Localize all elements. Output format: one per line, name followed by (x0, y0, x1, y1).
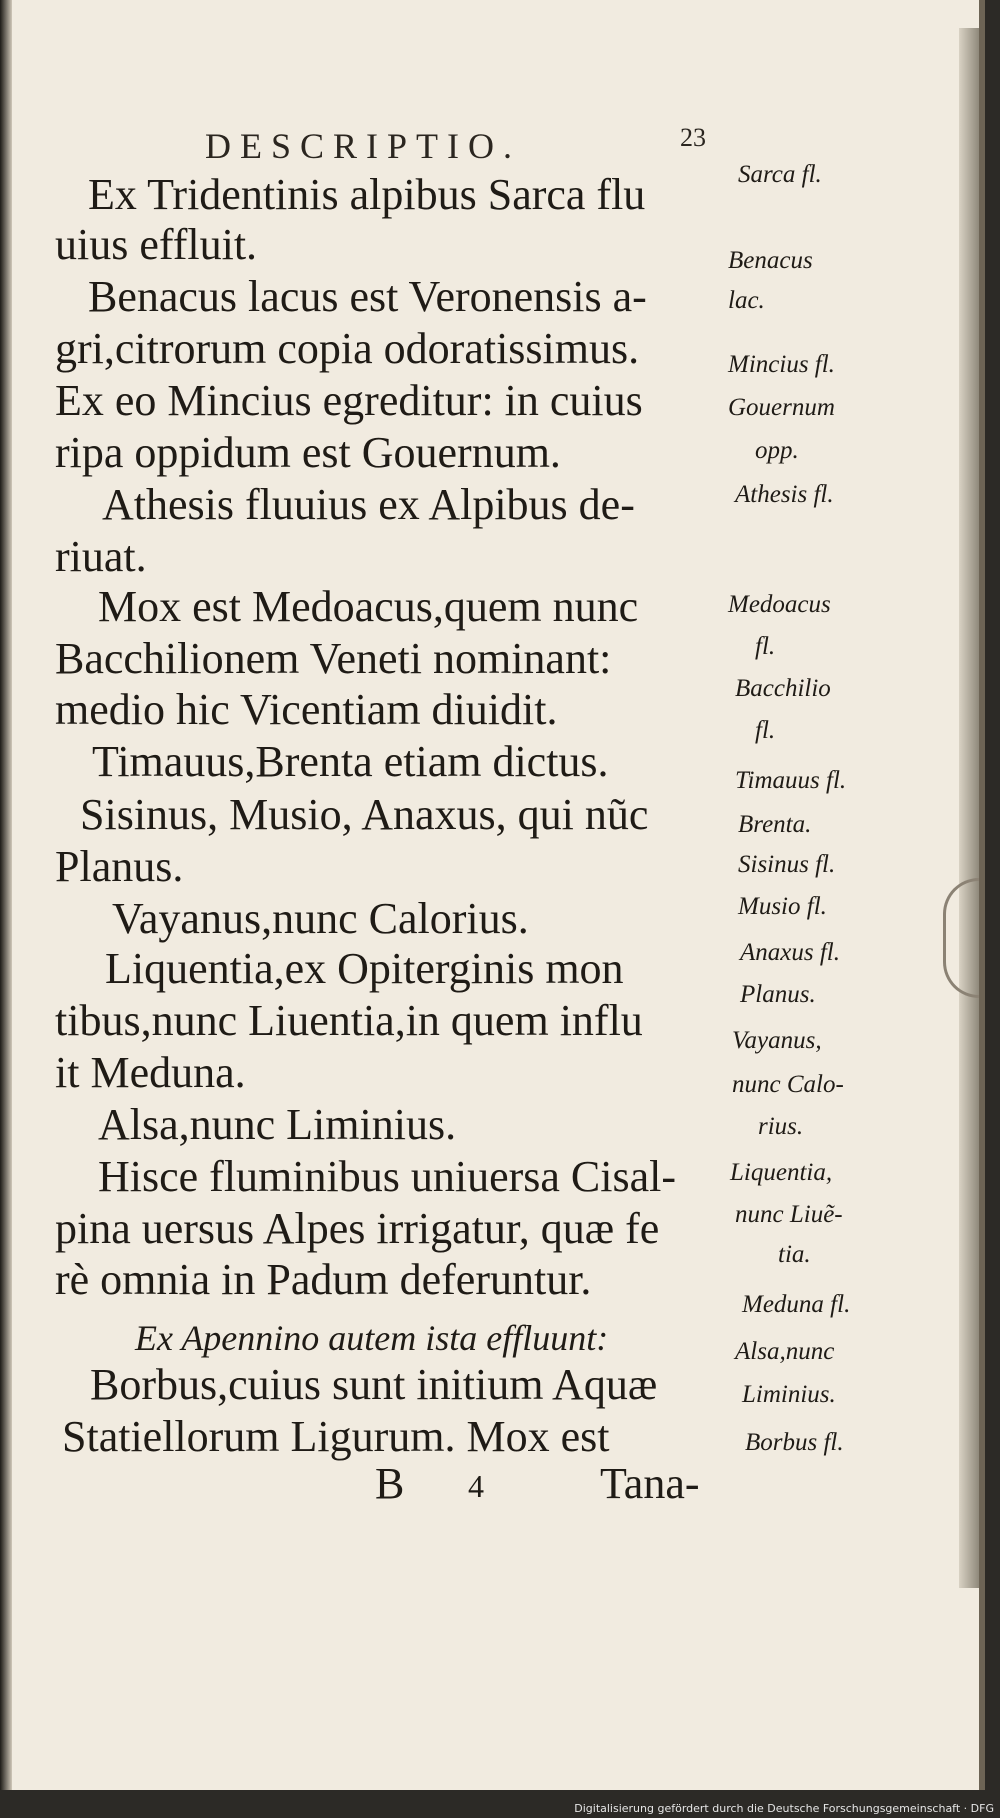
text-line: Ex Apennino autem ista effluunt: (135, 1318, 609, 1358)
marginal-note: Benacus (728, 247, 813, 274)
digitization-credit: Digitalisierung gefördert durch die Deutsche Forschungsgemeinschaft · DFG (574, 1802, 994, 1815)
text-line: Statiellorum Ligurum. Mox est (62, 1412, 610, 1461)
book-spine-shadow (0, 0, 12, 1790)
text-line: Mox est Medoacus,quem nunc (98, 582, 639, 631)
marginal-note: Musio fl. (738, 893, 827, 920)
text-line: riuat. (55, 532, 147, 581)
marginal-note: nunc Liuẽ- (735, 1201, 843, 1228)
text-line: Borbus,cuius sunt initium Aquæ (90, 1360, 658, 1409)
text-line: Liquentia,ex Opiterginis mon (105, 944, 624, 993)
text-line: Benacus lacus est Veronensis a- (88, 272, 647, 321)
signature-number: 4 (468, 1468, 484, 1504)
marginal-note: Sisinus fl. (738, 851, 836, 878)
marginal-note: nunc Calo- (732, 1071, 844, 1098)
marginal-note: Timauus fl. (735, 767, 847, 794)
marginal-note: Gouernum (728, 394, 835, 421)
marginal-note: Meduna fl. (742, 1291, 851, 1318)
text-line: pina uersus Alpes irrigatur, quæ fe (55, 1204, 660, 1253)
marginal-note: Bacchilio (735, 675, 831, 702)
marginal-note: Brenta. (738, 811, 812, 838)
text-line: tibus,nunc Liuentia,in quem influ (55, 996, 643, 1045)
signature-mark: B (375, 1459, 405, 1508)
marginal-note: fl. (755, 633, 776, 660)
page-number: 23 (680, 123, 706, 152)
text-line: Vayanus,nunc Calorius. (112, 894, 529, 943)
page-edges (959, 28, 979, 1588)
marginal-note: Liminius. (742, 1381, 836, 1408)
text-line: ripa oppidum est Gouernum. (55, 428, 561, 477)
text-line: Athesis fluuius ex Alpibus de- (102, 480, 635, 529)
text-line: Alsa,nunc Liminius. (98, 1100, 457, 1149)
marginal-note: Alsa,nunc (735, 1338, 835, 1365)
text-line: Timauus,Brenta etiam dictus. (92, 737, 609, 786)
marginal-note: Vayanus, (732, 1027, 822, 1054)
text-line: Bacchilionem Veneti nominant: (55, 634, 612, 683)
text-line: rè omnia in Padum deferuntur. (55, 1255, 592, 1304)
text-line: Planus. (55, 842, 184, 891)
catchword: Tana- (600, 1459, 700, 1508)
marginal-note: Liquentia, (730, 1159, 833, 1186)
page-clip (943, 878, 979, 998)
text-line: Ex eo Mincius egreditur: in cuius (55, 376, 643, 425)
marginal-note: Mincius fl. (728, 351, 835, 378)
marginal-note: Medoacus (728, 591, 831, 618)
marginal-note: Athesis fl. (735, 481, 834, 508)
marginal-note: fl. (755, 717, 776, 744)
text-line: medio hic Vicentiam diuidit. (55, 685, 558, 734)
marginal-note: lac. (728, 287, 765, 314)
text-line: gri,citrorum copia odoratissimus. (55, 324, 640, 373)
text-line: it Meduna. (55, 1048, 246, 1097)
text-line: uius effluit. (55, 220, 258, 269)
running-head: DESCRIPTIO. (205, 126, 522, 166)
marginal-note: Borbus fl. (745, 1429, 844, 1456)
marginal-note: Sarca fl. (738, 161, 822, 188)
text-line: Sisinus, Musio, Anaxus, qui nũc (80, 790, 649, 839)
marginal-note: tia. (778, 1241, 811, 1268)
marginal-note: opp. (755, 437, 799, 464)
marginal-note: rius. (758, 1113, 804, 1140)
text-line: Ex Tridentinis alpibus Sarca flu (88, 170, 646, 219)
marginal-note: Planus. (740, 981, 816, 1008)
text-line: Hisce fluminibus uniuersa Cisal- (98, 1152, 677, 1201)
marginal-note: Anaxus fl. (740, 939, 840, 966)
